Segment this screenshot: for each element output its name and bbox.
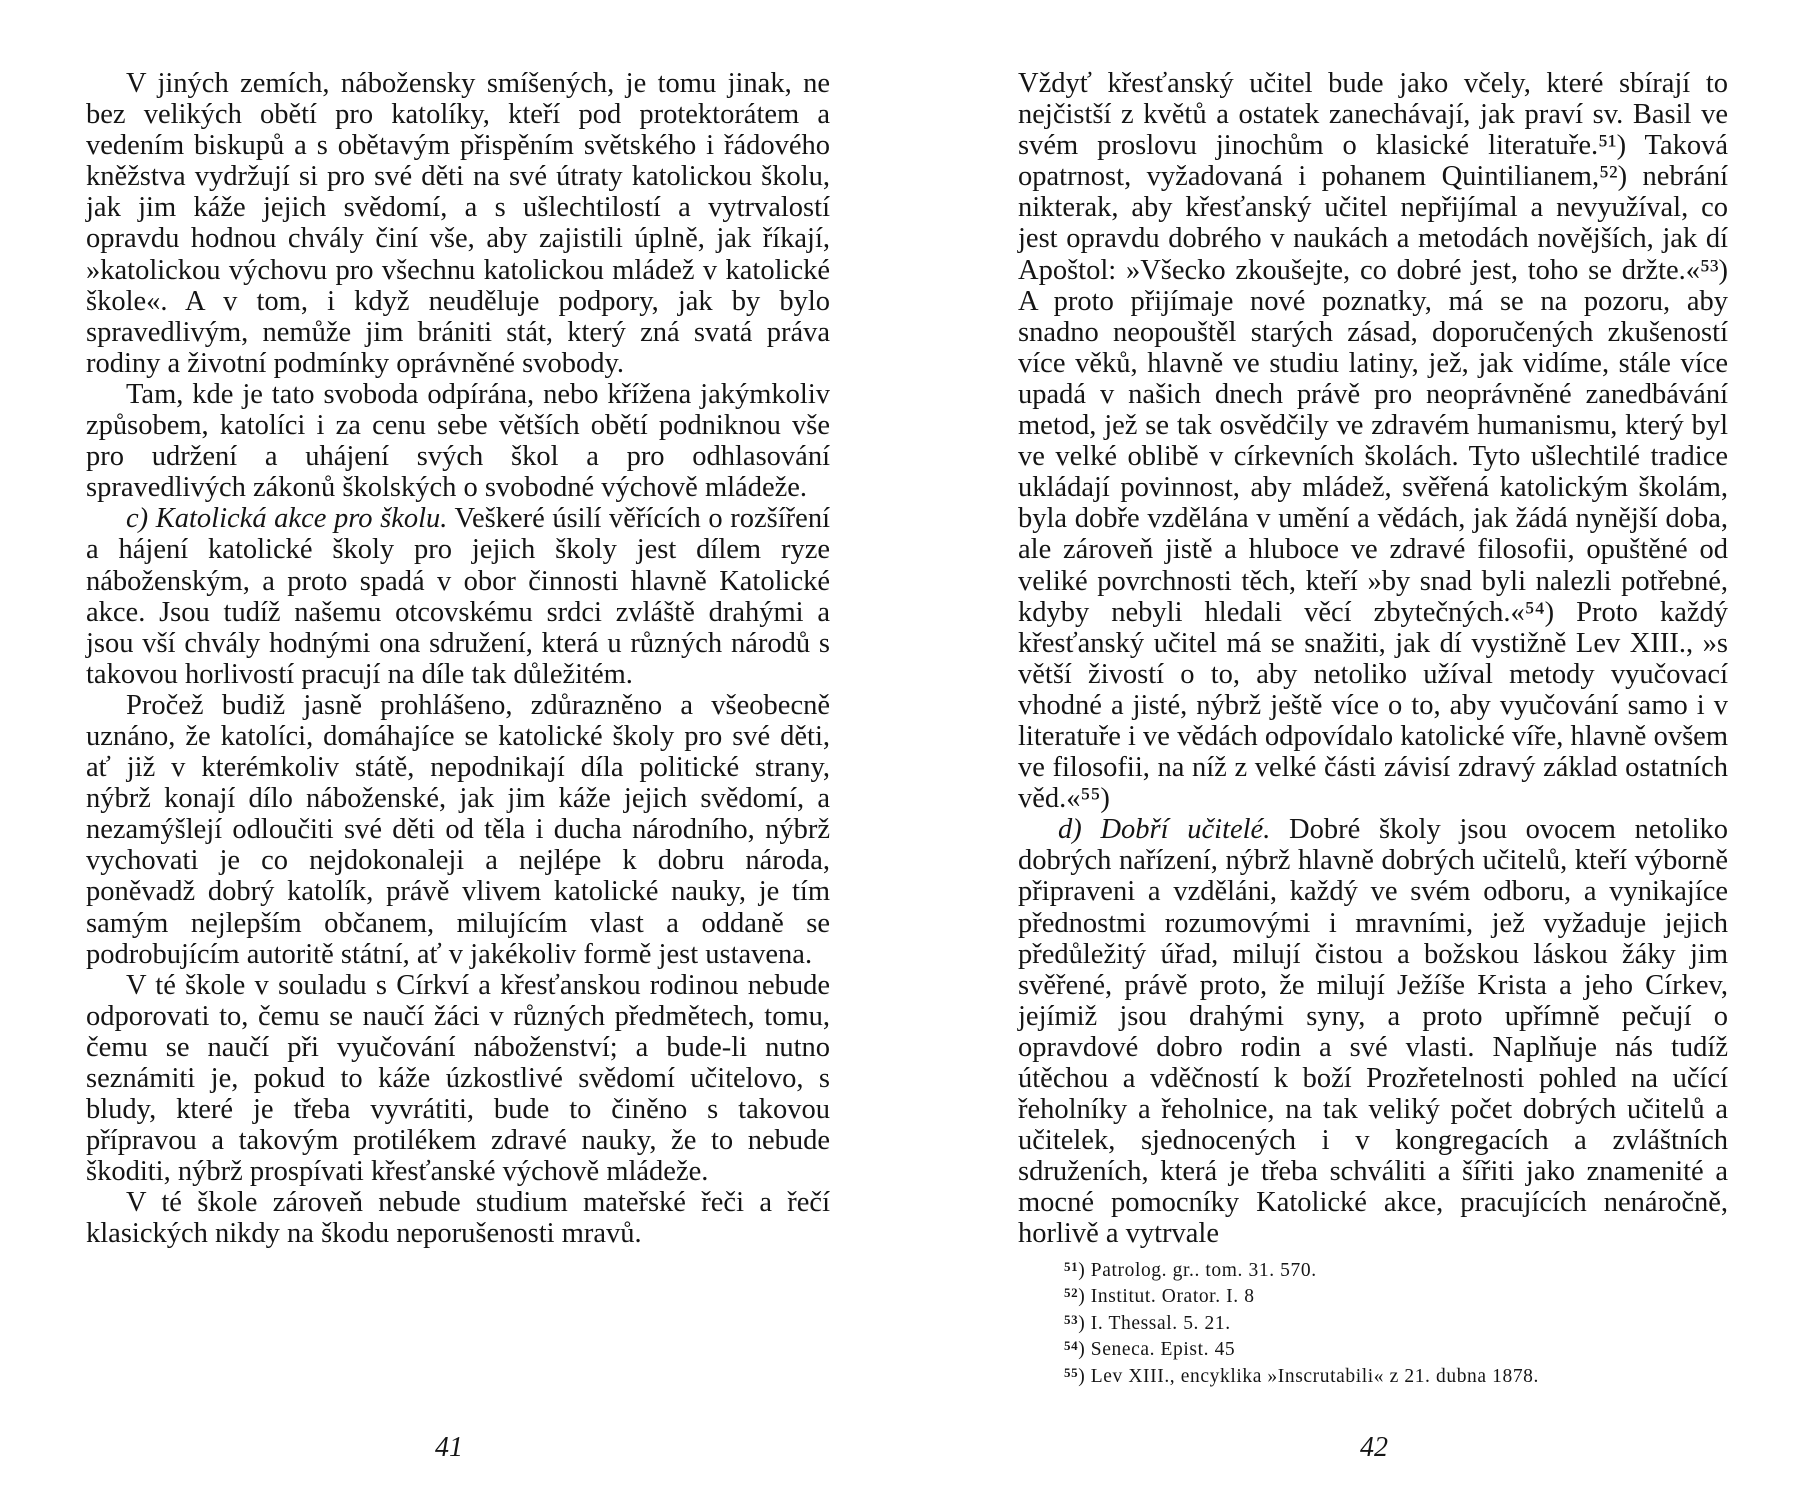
paragraph: V té škole v souladu s Církví a křesťanskou rodinou nebude odporovati to, čemu se naučí žáci v různých předmětech, tomu, čemu se naučí při vyučování náboženství; a bude-li nutno seznámiti je, pokud to káže úzkostlivé svědomí učitelovo, s bludy, které je třeba vyvrátiti, bude to činěno s takovou přípravou a takovým protilékem zdravé nauky, že to nebude škoditi, nýbrž prospívati křesťanské výchově mládeže. [86,969,830,1188]
section-d-heading: d) Dobří učitelé. [1058,814,1271,846]
section-c-text: Veškeré úsilí věřících o rozšíření a hájení katolické školy pro jejich školy jest dílem ryze náboženským, a proto spadá v obor činnosti hlavně Katolické akce. Jsou tudíž našemu otcovskému srdci zvláště drahými a jsou vší chvály hodnými ona sdružení, která u různých národů s takovou horlivostí pracují na díle tak důležitém. [86,503,830,690]
footnote: $^{51}$) Patrolog. gr.. tom. 31. 570. [1064,1258,1317,1281]
footnote: $^{52}$) Institut. Orator. I. 8 [1064,1285,1255,1308]
section-d-text: Dobré školy jsou ovocem netoliko dobrých nařízení, nýbrž hlavně dobrých učitelů, kteří výborně připraveni a vzděláni, každý ve svém odboru, a vynikajíce přednostmi rozumovými i mravními, jež vyžaduje jejich předůležitý úřad, milují čistou a božskou láskou žáky jim svěřené, právě proto, že milují Ježíše Krista a jeho Církev, jejímiž jsou drahými syny, a proto upřímně pečují o opravdové dobro rodin a své vlasti. Naplňuje nás tudíž útěchou a vděčností k boží Prozřetelnosti pohled na učící řeholníky a řeholnice, na tak veliký počet dobrých učitelů a učitelek, sjednocených i v kongregacích a zvláštních sdruženích, která je třeba schváliti a šířiti jako znamenité a mocné pomocníky Katolické akce, pracujících nenáročně, horlivě a vytrvale [1018,814,1728,1250]
paragraph: Vždyť křesťanský učitel bude jako včely, které sbírají to nejčistší z květů a ostatek zanechávají, jak praví sv. Basil ve svém proslovu jinochům o klasické literatuře.⁵¹) Taková opatrnost, vyžadovaná i pohanem Quintilianem,⁵²) nebrání nikterak, aby křesťanský učitel nepřijímal a nevyužíval, co jest opravdu dobrého v naukách a metodách novějších, jak dí Apoštol: »Všecko zkoušejte, co dobré jest, toho se držte.«⁵³) A proto přijímaje nové poznatky, má se na pozoru, aby snadno neopouštěl starých zásad, doporučených zkušeností více věků, hlavně ve studiu latiny, jež, jak vidíme, stále více upadá v našich dnech právě pro neoprávněné zanedbávání metod, jež se tak osvědčily ve zdravém humanismu, který byl ve velké oblibě v církevních školách. Tyto ušlechtilé tradice ukládají povinnost, aby mládež, svěřená katolickým školám, byla dobře vzdělána v umění a vědách, jak žádá nynější doba, ale zároveň jistě a hluboce ve zdravé filosofii, opuštěné od veliké povrchnosti těch, kteří »by snad byli nalezli potřebné, kdyby nebyli hledali věcí zbytečných.«⁵⁴) Proto každý křesťanský učitel má se snažiti, jak dí vystižně Lev XIII., »s větší živostí o to, aby netoliko užíval metody vyučovací vhodné a jisté, nýbrž ještě více o to, aby vyučování samo i v literatuře i ve vědách odpovídalo katolické víře, hlavně ovšem ve filosofii, na níž z velké části závisí zdravý základ ostatních věd.«⁵⁵) [1018,68,1728,815]
footnote: $^{53}$) I. Thessal. 5. 21. [1064,1311,1231,1334]
page-number: 42 [1360,1432,1388,1463]
page-number: 41 [435,1432,463,1463]
section-c-paragraph [86,503,830,690]
footnotes [1018,1256,1728,1389]
left-page [86,68,830,1250]
paragraph: Pročež budiž jasně prohlášeno, zdůrazněno a všeobecně uznáno, že katolíci, domáhajíce se katolické školy pro své děti, ať již v kterémkoliv státě, nepodnikají díla politické strany, nýbrž konají dílo náboženské, jak jim káže jejich svědomí, a nezamýšlejí odloučiti své děti od těla i ducha národního, nýbrž vychovati je co nejdokonaleji a nejlépe k dobru národa, poněvadž dobrý katolík, právě vlivem katolické nauky, je tím samým nejlepším občanem, milujícím vlast a oddaně se podrobujícím autoritě státní, ať v jakékoliv formě jest ustavena. [86,689,830,970]
right-page [1018,68,1728,1388]
paragraph: V jiných zemích, nábožensky smíšených, je tomu jinak, ne bez velikých obětí pro katolíky, kteří pod protektorátem a vedením biskupů a s obětavým přispěním světského i řádového kněžstva vydržují si pro své děti na své útraty katolickou školu, jak jim káže jejich svědomí, a s ušlechtilostí a vytrvalostí opravdu hodnou chvály činí vše, aby zajistili úplně, jak říkají, »katolickou výchovu pro všechnu katolickou mládež v katolické škole«. A v tom, i když neuděluje podpory, jak by bylo spravedlivým, nemůže jim brániti stát, který zná svatá práva rodiny a životní podmínky oprávněné svobody. [86,68,830,379]
paragraph: V té škole zároveň nebude studium mateřské řeči a řečí klasických nikdy na škodu neporušenosti mravů. [86,1187,830,1250]
section-c-heading: c) Katolická akce pro školu. [126,503,448,535]
paragraph: Tam, kde je tato svoboda odpírána, nebo křížena jakýmkoliv způsobem, katolíci i za cenu sebe větších obětí podniknou vše pro udržení a uhájení svých škol a pro odhlasování spravedlivých zákonů školských o svobodné výchově mládeže. [86,378,830,504]
footnote: $^{54}$) Seneca. Epist. 45 [1064,1338,1236,1361]
section-d-paragraph [1018,814,1728,1249]
footnote: $^{55}$) Lev XIII., encyklika »Inscrutabili« z 21. dubna 1878. [1064,1364,1540,1387]
